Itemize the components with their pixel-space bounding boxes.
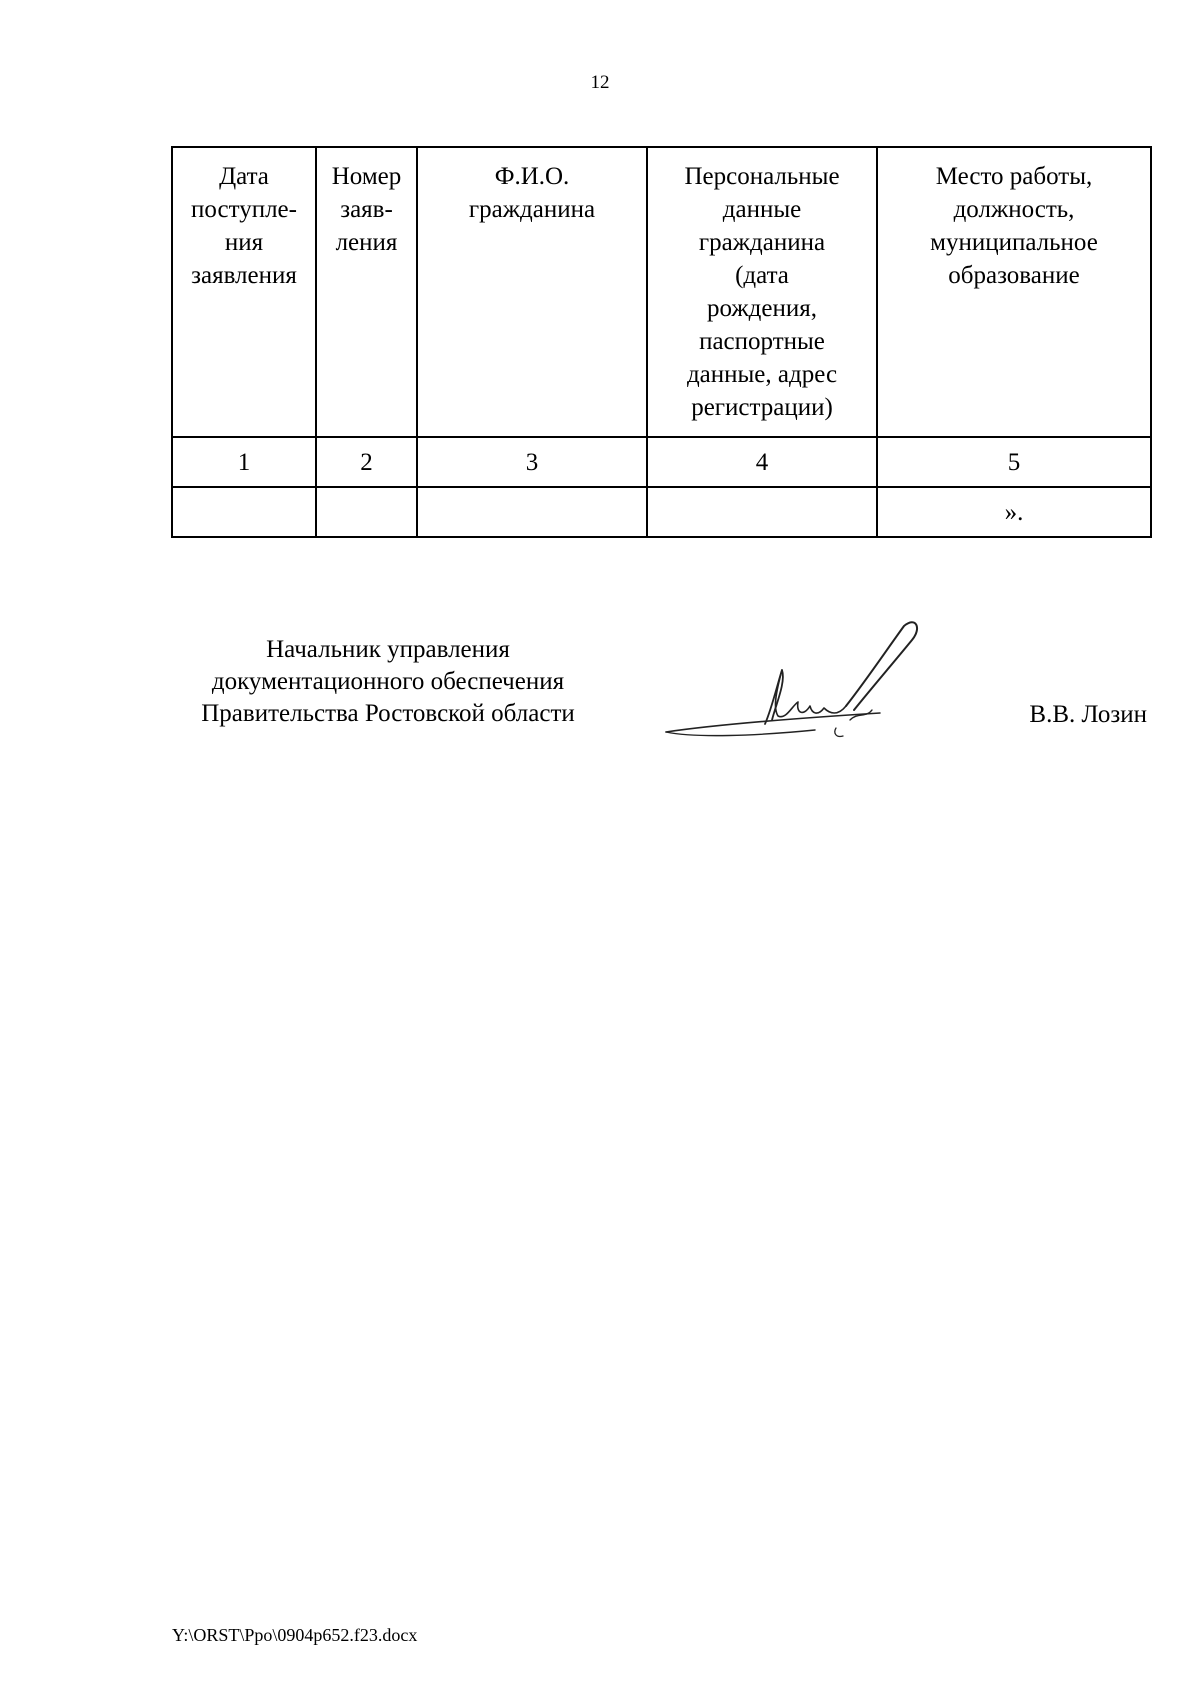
signatory-position: Начальник управления документационного обеспечения Правительства Ростовской области	[201, 636, 575, 727]
empty-cell	[647, 487, 877, 537]
table-header-row	[172, 147, 1151, 437]
column-number-row	[172, 437, 1151, 487]
table-row	[172, 487, 1151, 537]
header-cell: Место работы, должность, муниципальное образование	[877, 147, 1151, 437]
handwritten-signature	[660, 620, 950, 745]
header-cell: Дата поступле- ния заявления	[172, 147, 316, 437]
empty-cell	[316, 487, 417, 537]
column-number-cell: 5	[877, 437, 1151, 487]
empty-cell	[172, 487, 316, 537]
column-number-cell: 2	[316, 437, 417, 487]
header-cell: Персональные данные гражданина (дата рождения, паспортные данные, адрес регистрации)	[647, 147, 877, 437]
page-number: 12	[590, 72, 610, 93]
header-cell: Номер заяв- ления	[316, 147, 417, 437]
column-number-cell: 1	[172, 437, 316, 487]
column-number-cell: 4	[647, 437, 877, 487]
column-number-cell: 3	[417, 437, 647, 487]
document-file-path: Y:\ORST\Ppo\0904p652.f23.docx	[172, 1625, 418, 1645]
signatory-name: В.В. Лозин	[1029, 701, 1147, 728]
empty-cell	[417, 487, 647, 537]
register-table	[171, 146, 1152, 538]
header-cell: Ф.И.О. гражданина	[417, 147, 647, 437]
closing-quote-cell: ».	[877, 487, 1151, 537]
